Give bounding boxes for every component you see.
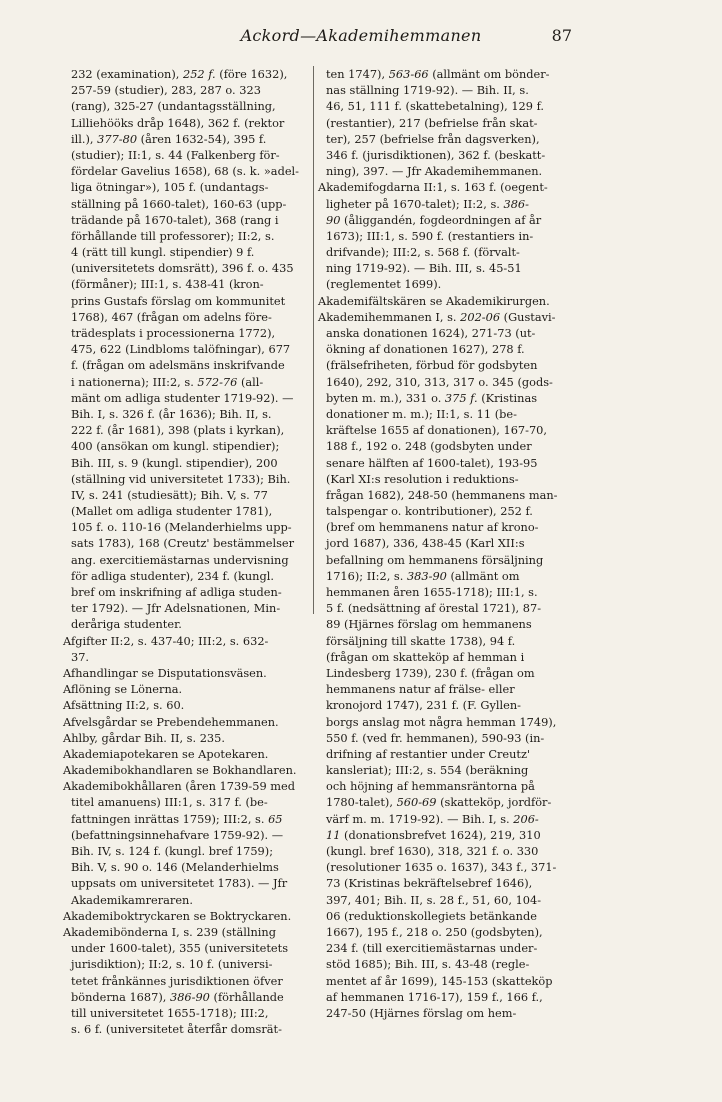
line-text: 550 f. (ved fr. hemmanen), 590-93 (in- — [326, 730, 545, 745]
index-entry-head-line — [318, 309, 578, 325]
index-entry-line — [63, 147, 323, 163]
line-text: ten 1747), — [326, 67, 389, 81]
index-entry-line — [318, 989, 578, 1005]
running-head — [0, 26, 722, 52]
index-entry-line — [63, 309, 323, 325]
index-entry-line — [63, 115, 323, 131]
line-text: (Karl XI:s resolution i reduktions- — [326, 471, 519, 486]
italic-reference: 386-90 — [169, 989, 210, 1004]
index-entry-line — [318, 843, 578, 859]
line-text: jord 1687), 336, 438-45 (Karl XII:s — [326, 536, 525, 551]
line-text: 06 (reduktionskollegiets betänkande — [326, 908, 537, 923]
line-text: bref om inskrifning af adliga studen- — [71, 585, 282, 599]
index-entry-line — [63, 487, 323, 503]
line-text: 1716); II:2, s. — [326, 568, 407, 583]
line-text: ter), 257 (befrielse från dagsverken), — [326, 131, 540, 146]
index-entry-line — [318, 956, 578, 972]
line-text: 247-50 (Hjärnes förslag om hem- — [326, 1005, 517, 1020]
italic-reference: 65 — [268, 811, 283, 826]
index-entry-line — [318, 908, 578, 924]
line-text: 105 f. o. 110-16 (Melanderhielms upp- — [71, 520, 292, 535]
line-text: Akademibokhållaren (åren 1739-59 med — [63, 779, 295, 794]
line-text: af hemmanen 1716-17), 159 f., 166 f., — [326, 989, 543, 1004]
line-text: frågan 1682), 248-50 (hemmanens man- — [326, 487, 558, 502]
index-entry-line — [318, 552, 578, 568]
column-divider — [313, 66, 314, 614]
line-text: 4 (rätt till kungl. stipendier) 9 f. — [71, 245, 255, 260]
line-text: bönderna 1687), — [71, 989, 170, 1004]
index-entry-line — [318, 665, 578, 681]
line-text: och höjning af hemmansräntorna på — [326, 779, 535, 794]
line-text: ligheter på 1670-talet); II:2, s. — [326, 196, 504, 211]
line-text: Lilliehööks dråp 1648), 362 f. (rektor — [71, 115, 285, 130]
line-text: (Gustavi- — [500, 309, 556, 324]
line-text: (skatteköp, jordför- — [436, 795, 552, 810]
index-entry-line — [63, 584, 323, 600]
line-text: (åliggandén, fogdeordningen af år — [340, 212, 542, 227]
index-entry-line — [63, 260, 323, 276]
index-entry-line — [318, 633, 578, 649]
index-entry-head-line — [63, 633, 323, 649]
line-text: IV, s. 241 (studiesätt); Bih. V, s. 77 — [71, 487, 268, 502]
line-text: (åren 1632-54), 395 f. — [137, 131, 267, 146]
index-entry-line — [63, 794, 323, 810]
index-entry-line — [318, 730, 578, 746]
index-entry-line — [63, 843, 323, 859]
line-text: 1673); III:1, s. 590 f. (restantiers in- — [326, 228, 534, 243]
line-text: förhållande till professorer); II:2, s. — [71, 228, 275, 243]
line-text: kansleriat); III:2, s. 554 (beräkning — [326, 763, 529, 778]
line-text: (ställning vid universitetet 1733); Bih. — [71, 471, 291, 486]
index-entry-line — [318, 778, 578, 794]
line-text: nas ställning 1719-92). — Bih. II, s. — [326, 83, 529, 98]
italic-reference: 560-69 — [396, 795, 437, 810]
line-text: 222 f. (år 1681), 398 (plats i kyrkan), — [71, 423, 285, 438]
index-entry-line — [318, 827, 578, 843]
index-entry-line — [63, 892, 323, 908]
line-text: Ahlby, gårdar Bih. II, s. 235. — [63, 730, 225, 745]
line-text: i nationerna); III:2, s. — [71, 374, 198, 389]
index-entry-line — [318, 66, 578, 82]
index-entry-line — [318, 811, 578, 827]
line-text: till universitetet 1655-1718); III:2, — [71, 1005, 269, 1020]
index-entry-line — [318, 519, 578, 535]
italic-reference: 572-76 — [197, 374, 238, 389]
line-text: drifvande); III:2, s. 568 f. (förvalt- — [326, 245, 520, 260]
line-text: (förhållande — [209, 989, 284, 1004]
line-text: senare hälften af 1600-talet), 193-95 — [326, 455, 538, 470]
line-text: Akademikamreraren. — [71, 892, 193, 907]
line-text: Akademiboktryckaren se Boktryckaren. — [63, 908, 292, 923]
line-text: (frälsefriheten, förbud för godsbyten — [326, 358, 538, 373]
line-text: 37. — [71, 649, 90, 664]
index-entry-line — [318, 244, 578, 260]
line-text: trädesplats i processionerna 1772), — [71, 326, 276, 340]
line-text: (donationsbrefvet 1624), 219, 310 — [340, 827, 541, 842]
index-entry-head-line — [63, 665, 323, 681]
line-text: kronojord 1747), 231 f. (F. Gyllen- — [326, 698, 521, 713]
line-text: 234 f. (till exercitiemästarnas under- — [326, 941, 538, 956]
line-text: (all- — [237, 374, 264, 389]
line-text: ning 1719-92). — Bih. III, s. 45-51 — [326, 261, 522, 276]
index-entry-line — [63, 600, 323, 616]
index-entry-line — [318, 940, 578, 956]
index-entry-line — [318, 131, 578, 147]
line-text: fördelar Gavelius 1658), 68 (s. k. »adel- — [71, 164, 300, 179]
line-text: 1667), 195 f., 218 o. 250 (godsbyten), — [326, 924, 543, 939]
line-text: borgs anslag mot några hemman 1749), — [326, 714, 557, 729]
index-entry-head-line — [318, 293, 578, 309]
index-entry-line — [318, 98, 578, 114]
index-entry-line — [318, 681, 578, 697]
right-column — [318, 66, 578, 1021]
page-number: 87 — [551, 26, 572, 45]
line-text: (resolutioner 1635 o. 1637), 343 f., 371- — [326, 860, 557, 875]
index-entry-line — [63, 357, 323, 373]
line-text: (Kristinas — [477, 390, 538, 405]
index-entry-line — [63, 196, 323, 212]
index-entry-line — [318, 163, 578, 179]
index-entry-line — [318, 455, 578, 471]
index-entry-line — [63, 552, 323, 568]
index-entry-line — [63, 438, 323, 454]
line-text: (allmänt om — [446, 568, 520, 583]
index-entry-line — [318, 616, 578, 632]
index-entry-line — [318, 228, 578, 244]
line-text: (kungl. bref 1630), 318, 321 f. o. 330 — [326, 844, 539, 858]
index-entry-line — [318, 762, 578, 778]
line-text: 1640), 292, 310, 313, 317 o. 345 (gods- — [326, 374, 553, 389]
line-text: ställning på 1660-talet), 160-63 (upp- — [71, 196, 287, 211]
line-text: (förmåner); III:1, s. 438-41 (kron- — [71, 277, 264, 292]
line-text: hemmanens natur af frälse- eller — [326, 682, 515, 697]
line-text: Bih. I, s. 326 f. (år 1636); Bih. II, s. — [71, 406, 272, 421]
index-entry-line — [63, 163, 323, 179]
line-text: Aflöning se Lönerna. — [63, 682, 183, 697]
line-text: trädande på 1670-talet), 368 (rang i — [71, 212, 279, 227]
index-entry-line — [63, 325, 323, 341]
index-entry-line — [63, 131, 323, 147]
index-entry-line — [318, 1005, 578, 1021]
index-entry-line — [318, 746, 578, 762]
index-entry-line — [63, 390, 323, 406]
index-entry-line — [318, 503, 578, 519]
line-text: (frågan om skatteköp af hemman i — [326, 649, 525, 664]
index-entry-line — [63, 406, 323, 422]
running-title: Ackord—Akademihemmanen — [240, 26, 482, 45]
index-entry-line — [63, 293, 323, 309]
index-entry-line — [63, 519, 323, 535]
line-text: 5 f. (nedsättning af örestal 1721), 87- — [326, 601, 542, 616]
line-text: Bih. III, s. 9 (kungl. stipendier), 200 — [71, 455, 278, 470]
index-entry-line — [318, 325, 578, 341]
italic-reference: 90 — [326, 212, 341, 227]
line-text: titel amanuens) III:1, s. 317 f. (be- — [71, 795, 268, 810]
italic-reference: 386- — [503, 196, 529, 211]
index-entry-line — [318, 82, 578, 98]
index-entry-line — [318, 584, 578, 600]
line-text: liga ötningar»), 105 f. (undantags- — [71, 180, 269, 195]
italic-reference: 377-80 — [97, 131, 138, 146]
line-text: Akademifogdarna II:1, s. 163 f. (oegent- — [318, 180, 548, 195]
line-text: anska donationen 1624), 271-73 (ut- — [326, 326, 536, 340]
left-column — [63, 66, 323, 1037]
index-entry-line — [63, 503, 323, 519]
italic-reference: 383-90 — [406, 568, 447, 583]
italic-reference: 375 f. — [444, 390, 478, 405]
index-entry-line — [318, 859, 578, 875]
index-entry-head-line — [63, 746, 323, 762]
index-entry-head-line — [63, 924, 323, 940]
line-text: donationer m. m.); II:1, s. 11 (be- — [326, 406, 517, 421]
line-text: 400 (ansökan om kungl. stipendier); — [71, 439, 280, 454]
italic-reference: 206- — [513, 811, 539, 826]
line-text: 188 f., 192 o. 248 (godsbyten under — [326, 439, 532, 454]
index-entry-head-line — [63, 908, 323, 924]
line-text: s. 6 f. (universitetet återfår domsrät- — [71, 1022, 282, 1037]
italic-reference: 252 f. — [182, 67, 216, 81]
index-entry-head-line — [63, 730, 323, 746]
line-text: (bref om hemmanens natur af krono- — [326, 520, 539, 535]
line-text: försäljning till skatte 1738), 94 f. — [326, 633, 516, 648]
line-text: (före 1632), — [215, 67, 288, 81]
index-entry-line — [318, 357, 578, 373]
index-entry-head-line — [63, 697, 323, 713]
line-text: drifning af restantier under Creutz' — [326, 746, 531, 761]
index-entry-line — [63, 212, 323, 228]
index-entry-line — [63, 471, 323, 487]
line-text: Akademifältskären se Akademikirurgen. — [318, 293, 550, 308]
index-entry-line — [63, 179, 323, 195]
index-entry-line — [63, 649, 323, 665]
index-entry-line — [318, 438, 578, 454]
line-text: jurisdiktion); II:2, s. 10 f. (universi- — [71, 957, 273, 972]
index-entry-line — [318, 487, 578, 503]
index-entry-head-line — [63, 681, 323, 697]
index-entry-line — [63, 535, 323, 551]
index-entry-line — [63, 568, 323, 584]
index-entry-line — [63, 276, 323, 292]
index-entry-line — [318, 341, 578, 357]
index-entry-line — [63, 228, 323, 244]
index-entry-line — [318, 649, 578, 665]
index-entry-line — [318, 212, 578, 228]
line-text: 46, 51, 111 f. (skattebetalning), 129 f. — [326, 99, 544, 114]
index-entry-line — [63, 940, 323, 956]
index-entry-line — [63, 1021, 323, 1037]
index-entry-line — [63, 616, 323, 632]
index-entry-head-line — [63, 778, 323, 794]
index-entry-line — [63, 82, 323, 98]
line-text: värf m. m. 1719-92). — Bih. I, s. — [326, 811, 514, 826]
index-entry-line — [63, 875, 323, 891]
line-text: hemmanen åren 1655-1718); III:1, s. — [326, 585, 538, 599]
index-entry-line — [318, 406, 578, 422]
index-entry-line — [318, 147, 578, 163]
line-text: ning), 397. — Jfr Akademihemmanen. — [326, 164, 543, 179]
line-text: (allmänt om bönder- — [428, 67, 550, 81]
index-entry-head-line — [63, 762, 323, 778]
line-text: Afhandlingar se Disputationsväsen. — [63, 665, 267, 680]
index-entry-line — [318, 115, 578, 131]
index-entry-line — [318, 924, 578, 940]
index-entry-line — [63, 859, 323, 875]
line-text: talspengar o. kontributioner), 252 f. — [326, 504, 533, 519]
line-text: Afgifter II:2, s. 437-40; III:2, s. 632- — [63, 633, 269, 648]
index-entry-line — [63, 827, 323, 843]
line-text: (reglementet 1699). — [326, 277, 442, 292]
index-entry-line — [318, 568, 578, 584]
line-text: befallning om hemmanens försäljning — [326, 552, 544, 567]
index-entry-line — [63, 956, 323, 972]
line-text: 397, 401; Bih. II, s. 28 f., 51, 60, 104- — [326, 892, 542, 907]
line-text: fattningen inrättas 1759); III:2, s. — [71, 811, 269, 826]
line-text: 73 (Kristinas bekräftelsebref 1646), — [326, 876, 533, 891]
index-entry-line — [63, 98, 323, 114]
line-text: (Mallet om adliga studenter 1781), — [71, 504, 273, 519]
line-text: 475, 622 (Lindbloms talöfningar), 677 — [71, 342, 291, 357]
index-entry-line — [318, 697, 578, 713]
line-text: Lindesberg 1739), 230 f. (frågan om — [326, 665, 535, 680]
line-text: mänt om adliga studenter 1719-92). — — [71, 390, 294, 405]
line-text: Akademibokhandlaren se Bokhandlaren. — [63, 763, 297, 778]
line-text: (universitetets domsrätt), 396 f. o. 435 — [71, 261, 294, 276]
line-text: prins Gustafs förslag om kommunitet — [71, 293, 286, 308]
line-text: 1768), 467 (frågan om adelns före- — [71, 309, 272, 324]
index-entry-line — [318, 390, 578, 406]
index-entry-line — [63, 989, 323, 1005]
index-entry-line — [318, 471, 578, 487]
index-entry-line — [318, 973, 578, 989]
line-text: uppsats om universitetet 1783). — Jfr — [71, 876, 288, 891]
line-text: för adliga studenter), 234 f. (kungl. — [71, 568, 274, 583]
line-text: sats 1783), 168 (Creutz' bestämmelser — [71, 536, 295, 551]
line-text: stöd 1685); Bih. III, s. 43-48 (regle- — [326, 957, 530, 972]
line-text: ter 1792). — Jfr Adelsnationen, Min- — [71, 601, 281, 616]
italic-reference: 11 — [326, 827, 341, 842]
line-text: (rang), 325-27 (undantagsställning, — [71, 99, 276, 114]
index-entry-line — [63, 811, 323, 827]
line-text: deråriga studenter. — [71, 617, 182, 632]
line-text: Bih. IV, s. 124 f. (kungl. bref 1759); — [71, 844, 274, 858]
line-text: 89 (Hjärnes förslag om hemmanens — [326, 617, 532, 632]
line-text: under 1600-talet), 355 (universitetets — [71, 941, 289, 956]
line-text: kräftelse 1655 af donationen), 167-70, — [326, 423, 548, 438]
line-text: ökning af donationen 1627), 278 f. — [326, 342, 525, 357]
line-text: Afvelsgårdar se Prebendehemmanen. — [63, 714, 279, 729]
index-entry-line — [63, 374, 323, 390]
index-entry-line — [318, 600, 578, 616]
index-entry-line — [318, 875, 578, 891]
index-entry-line — [63, 1005, 323, 1021]
line-text: f. (frågan om adelsmäns inskrifvande — [71, 358, 285, 373]
line-text: tetet frånkännes jurisdiktionen öfver — [71, 973, 283, 988]
line-text: mentet af år 1699), 145-153 (skatteköp — [326, 973, 553, 988]
index-entry-line — [318, 374, 578, 390]
index-entry-line — [318, 794, 578, 810]
index-entry-line — [63, 341, 323, 357]
index-entry-head-line — [63, 714, 323, 730]
line-text: 1780-talet), — [326, 795, 397, 810]
line-text: ang. exercitiemästarnas undervisning — [71, 552, 289, 567]
line-text: Bih. V, s. 90 o. 146 (Melanderhielms — [71, 860, 279, 875]
index-entry-line — [318, 196, 578, 212]
index-entry-line — [318, 260, 578, 276]
index-entry-line — [63, 422, 323, 438]
line-text: 232 (examination), — [71, 67, 183, 81]
line-text: 257-59 (studier), 283, 287 o. 323 — [71, 83, 261, 98]
line-text: Akademiapotekaren se Apotekaren. — [63, 746, 269, 761]
line-text: Afsättning II:2, s. 60. — [63, 698, 185, 713]
italic-reference: 563-66 — [388, 67, 429, 81]
index-entry-line — [318, 422, 578, 438]
index-entry-line — [63, 244, 323, 260]
line-text: Akademibönderna I, s. 239 (ställning — [63, 924, 276, 939]
index-entry-line — [63, 455, 323, 471]
line-text: byten m. m.), 331 o. — [326, 390, 445, 405]
index-entry-head-line — [318, 179, 578, 195]
index-entry-line — [318, 535, 578, 551]
index-entry-line — [318, 276, 578, 292]
italic-reference: 202-06 — [460, 309, 501, 324]
index-entry-line — [63, 973, 323, 989]
line-text: (restantier), 217 (befrielse från skat- — [326, 115, 538, 130]
index-entry-line — [318, 892, 578, 908]
index-entry-line — [63, 66, 323, 82]
line-text: 346 f. (jurisdiktionen), 362 f. (beskatt- — [326, 147, 546, 162]
line-text: (befattningsinnehafvare 1759-92). — — [71, 827, 284, 842]
index-entry-line — [318, 714, 578, 730]
line-text: Akademihemmanen I, s. — [318, 309, 461, 324]
line-text: ill.), — [71, 131, 98, 146]
line-text: (studier); II:1, s. 44 (Falkenberg för- — [71, 147, 280, 162]
